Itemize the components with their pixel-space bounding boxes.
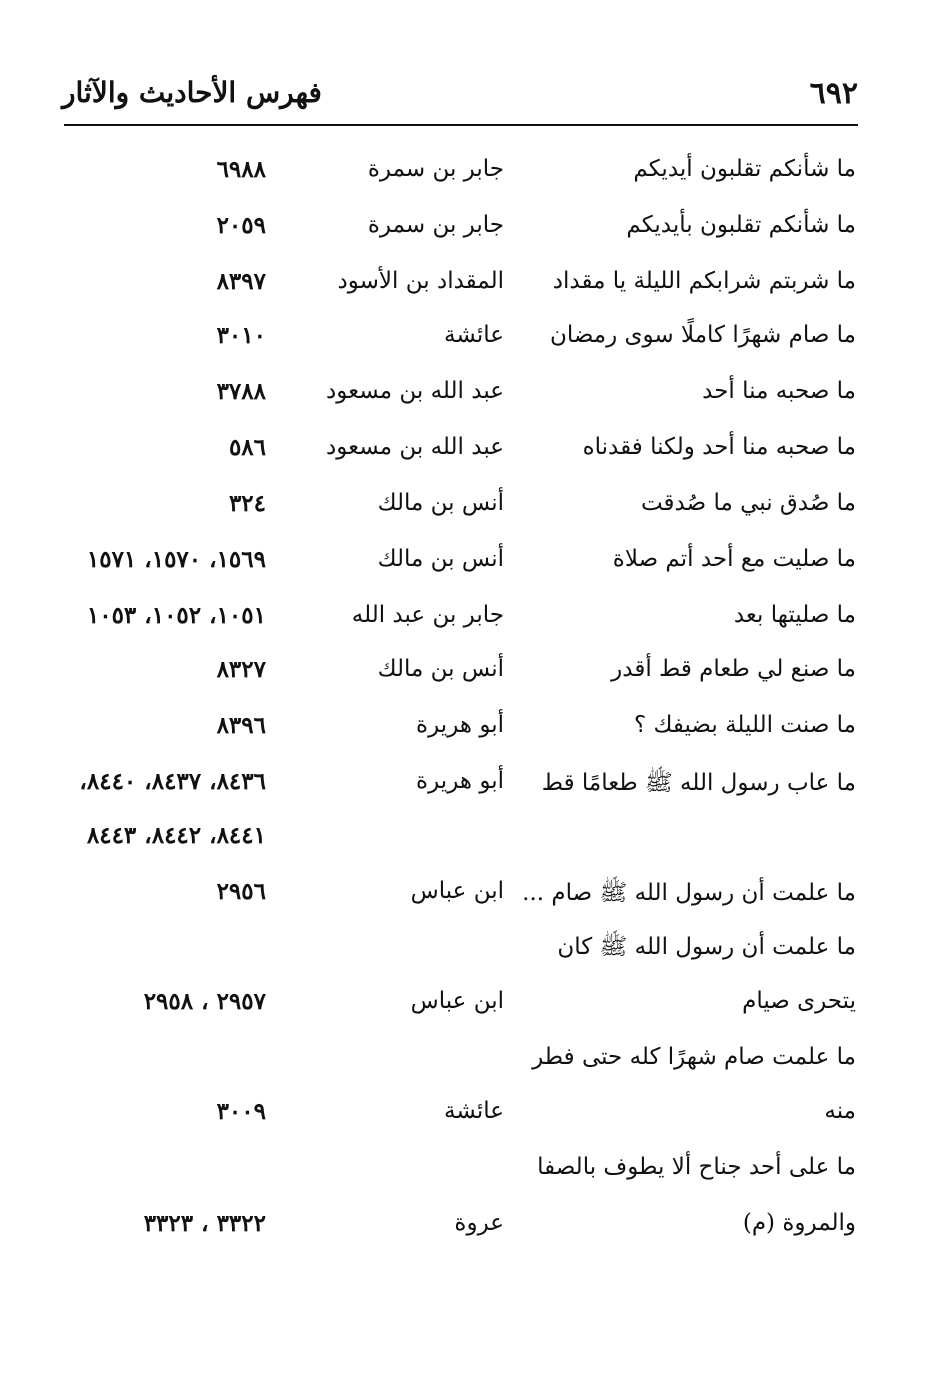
reference-numbers: ٢٩٥٦ [216, 878, 266, 905]
index-row [0, 1210, 932, 1250]
hadith-text: يتحرى صيام [742, 988, 856, 1014]
index-row [0, 768, 932, 808]
hadith-text: ما شأنكم تقلبون بأيديكم [626, 212, 856, 238]
hadith-text: ما صحبه منا أحد ولكنا فقدناه [582, 434, 856, 460]
reference-numbers: ٨٣٢٧ [216, 656, 266, 683]
narrator-name: أنس بن مالك [377, 490, 504, 516]
reference-numbers: ٢٩٥٧ ، ٢٩٥٨ [143, 988, 266, 1015]
running-title: فهرس الأحاديث والآثار [62, 76, 322, 109]
narrator-name: عروة [454, 1210, 504, 1236]
reference-numbers: ٥٨٦ [228, 434, 266, 461]
hadith-text: ما شأنكم تقلبون أيديكم [633, 156, 856, 182]
narrator-name: جابر بن سمرة [367, 212, 504, 238]
reference-numbers: ٢٠٥٩ [216, 212, 266, 239]
index-row [0, 268, 932, 308]
hadith-text: ما علمت صام شهرًا كله حتى فطر [532, 1044, 856, 1070]
narrator-name: جابر بن عبد الله [351, 602, 504, 628]
index-row [0, 434, 932, 474]
index-row [0, 988, 932, 1028]
hadith-text: منه [824, 1098, 856, 1124]
hadith-text: ما صام شهرًا كاملًا سوى رمضان [549, 322, 856, 348]
reference-numbers: ٣٢٤ [228, 490, 266, 517]
index-row [0, 212, 932, 252]
reference-numbers: ٨٤٣٦، ٨٤٣٧، ٨٤٤٠، [79, 768, 266, 795]
narrator-name: عائشة [444, 322, 504, 348]
narrator-name: جابر بن سمرة [367, 156, 504, 182]
index-row [0, 378, 932, 418]
index-row [0, 1154, 932, 1194]
hadith-text: ما صنع لي طعام قط أقدر [611, 656, 856, 682]
hadith-text: ما صليت مع أحد أتم صلاة [612, 546, 856, 572]
hadith-text: ما صحبه منا أحد [702, 378, 856, 404]
narrator-name: أبو هريرة [416, 768, 504, 794]
reference-numbers: ٣٧٨٨ [216, 378, 266, 405]
narrator-name: أنس بن مالك [377, 656, 504, 682]
index-row [0, 602, 932, 642]
index-row [0, 656, 932, 696]
index-row [0, 490, 932, 530]
narrator-name: أنس بن مالك [377, 546, 504, 572]
narrator-name: ابن عباس [410, 878, 504, 904]
hadith-text: ما على أحد جناح ألا يطوف بالصفا [537, 1154, 856, 1180]
hadith-text: ما صنت الليلة بضيفك ؟ [633, 712, 856, 738]
page-header [62, 70, 858, 120]
reference-numbers: ٨٣٩٧ [216, 268, 266, 295]
reference-numbers: ٣٠١٠ [216, 322, 266, 349]
index-row [0, 1098, 932, 1138]
hadith-text: ما صليتها بعد [733, 602, 856, 628]
hadith-text: ما علمت أن رسول الله ﷺ صام ... [522, 880, 856, 906]
reference-numbers: ٣٠٠٩ [216, 1098, 266, 1125]
reference-numbers: ٨٤٤١، ٨٤٤٢، ٨٤٤٣ [86, 822, 266, 849]
index-row [0, 878, 932, 918]
reference-numbers: ٨٣٩٦ [216, 712, 266, 739]
index-row [0, 156, 932, 196]
hadith-text: والمروة (م) [742, 1210, 856, 1236]
narrator-name: عبد الله بن مسعود [326, 434, 504, 460]
narrator-name: أبو هريرة [416, 712, 504, 738]
index-row [0, 932, 932, 972]
hadith-text: ما عاب رسول الله ﷺ طعامًا قط [541, 770, 856, 796]
hadith-text: ما علمت أن رسول الله ﷺ كان [557, 934, 856, 960]
index-row [0, 1044, 932, 1084]
index-row [0, 712, 932, 752]
narrator-name: عائشة [444, 1098, 504, 1124]
index-row [0, 822, 932, 862]
hadith-text: ما شربتم شرابكم الليلة يا مقداد [552, 268, 856, 294]
hadith-text: ما صُدق نبي ما صُدقت [640, 490, 856, 516]
reference-numbers: ٣٣٢٢ ، ٣٣٢٣ [143, 1210, 266, 1237]
narrator-name: عبد الله بن مسعود [326, 378, 504, 404]
header-rule [64, 124, 858, 126]
reference-numbers: ١٠٥١، ١٠٥٢، ١٠٥٣ [86, 602, 266, 629]
page-number: ٦٩٢ [809, 76, 858, 111]
narrator-name: المقداد بن الأسود [337, 268, 504, 294]
reference-numbers: ٦٩٨٨ [216, 156, 266, 183]
narrator-name: ابن عباس [410, 988, 504, 1014]
reference-numbers: ١٥٦٩، ١٥٧٠، ١٥٧١ [86, 546, 266, 573]
index-row [0, 546, 932, 586]
index-row [0, 322, 932, 362]
